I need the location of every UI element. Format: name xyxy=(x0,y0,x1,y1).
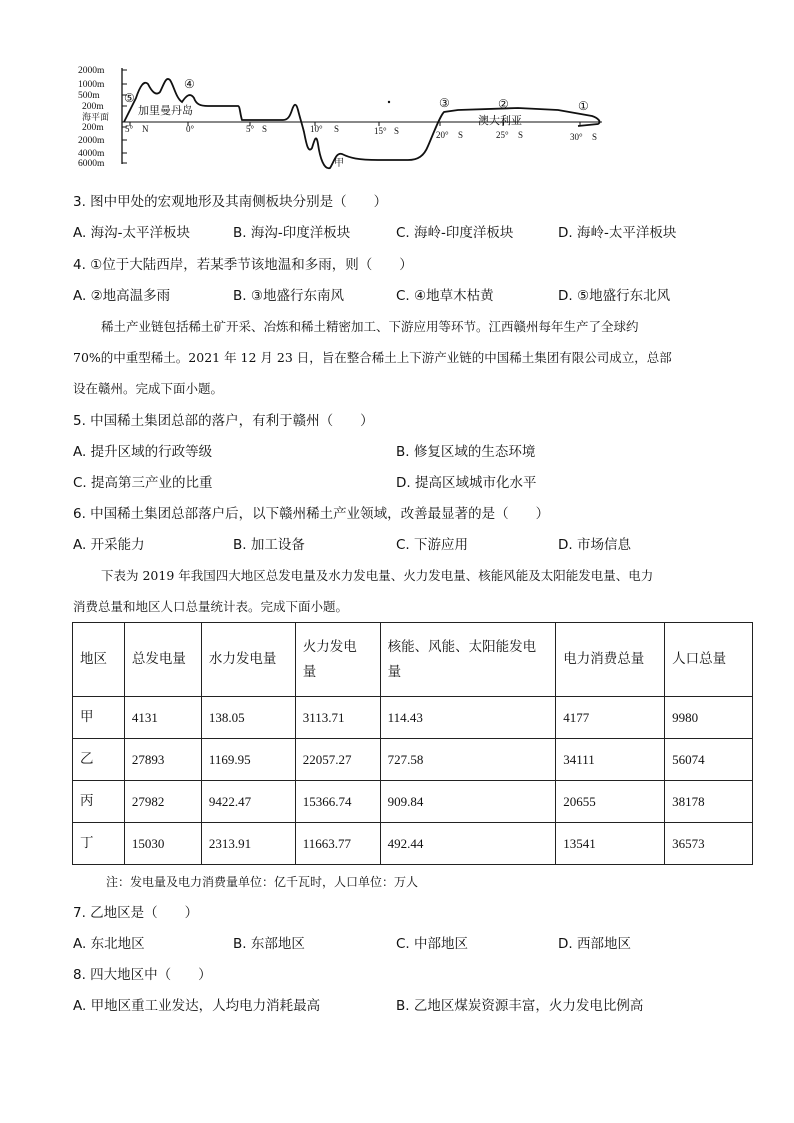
q8-option-a[interactable]: A. 甲地区重工业发达，人均电力消耗最高 xyxy=(73,998,321,1014)
q3-option-a[interactable]: A. 海沟-太平洋板块 xyxy=(73,225,190,241)
q4-option-c[interactable]: C. ④地草木枯黄 xyxy=(396,288,494,304)
header-consumption: 电力消费总量 xyxy=(556,623,665,697)
cell: 34111 xyxy=(556,739,665,781)
x-label: 30° xyxy=(570,132,583,142)
cell-region: 丙 xyxy=(73,781,125,823)
q6-option-b[interactable]: B. 加工设备 xyxy=(233,537,305,553)
passage-2-line-1: 下表为 2019 年我国四大地区总发电量及水力发电量、火力发电量、核能风能及太阳能发电量、电力 xyxy=(101,568,654,583)
cell: 11663.77 xyxy=(295,823,380,865)
table-row xyxy=(73,697,753,739)
q3-option-b[interactable]: B. 海沟-印度洋板块 xyxy=(233,225,351,241)
x-label: S xyxy=(394,126,400,136)
table-header-row xyxy=(73,623,753,697)
label-jia: 甲 xyxy=(334,158,344,169)
passage-1-line-1: 稀土产业链包括稀土矿开采、冶炼和稀土精密加工、下游应用等环节。江西赣州每年生产了全球约 xyxy=(101,319,639,334)
table-row xyxy=(73,739,753,781)
q7-option-a[interactable]: A. 东北地区 xyxy=(73,936,145,952)
cell: 22057.27 xyxy=(295,739,380,781)
x-label: S xyxy=(518,130,524,140)
cell: 138.05 xyxy=(201,697,295,739)
cell: 2313.91 xyxy=(201,823,295,865)
cell: 15030 xyxy=(124,823,201,865)
cell: 38178 xyxy=(665,781,753,823)
x-label: 0° xyxy=(186,124,195,134)
question-6-stem: 6. 中国稀土集团总部落户后，以下赣州稀土产业领域，改善最显著的是（ ） xyxy=(73,506,550,522)
marker-1: ① xyxy=(578,99,589,113)
y-label-sea-level: 海平面 xyxy=(82,112,110,122)
x-label: S xyxy=(334,124,340,134)
cell: 4177 xyxy=(556,697,665,739)
passage-2-line-2: 消费总量和地区人口总量统计表。完成下面小题。 xyxy=(73,599,349,614)
q5-option-d[interactable]: D. 提高区域城市化水平 xyxy=(396,475,537,491)
header-region: 地区 xyxy=(73,623,125,697)
x-label: 5° xyxy=(125,124,134,134)
x-label: 20° xyxy=(436,130,449,140)
question-5-stem: 5. 中国稀土集团总部的落户，有利于赣州（ ） xyxy=(73,413,374,429)
x-label: 25° xyxy=(496,130,509,140)
y-label: 6000m xyxy=(78,159,105,169)
q5-option-a[interactable]: A. 提升区域的行政等级 xyxy=(73,444,213,460)
y-label: 200m xyxy=(82,102,104,112)
cell: 27893 xyxy=(124,739,201,781)
table-row xyxy=(73,781,753,823)
cell: 15366.74 xyxy=(295,781,380,823)
q6-option-a[interactable]: A. 开采能力 xyxy=(73,537,145,553)
q5-option-b[interactable]: B. 修复区域的生态环境 xyxy=(396,444,536,460)
y-label: 4000m xyxy=(78,149,105,159)
x-label: 15° xyxy=(374,126,387,136)
question-7-stem: 7. 乙地区是（ ） xyxy=(73,905,199,921)
cell: 13541 xyxy=(556,823,665,865)
cell: 909.84 xyxy=(380,781,556,823)
header-total-generation: 总发电量 xyxy=(124,623,201,697)
passage-1-line-2: 70%的中重型稀土。2021 年 12 月 23 日，旨在整合稀土上下游产业链的中国稀土集团有限公司成立，总部 xyxy=(73,350,672,365)
q4-option-b[interactable]: B. ③地盛行东南风 xyxy=(233,288,344,304)
terrain-profile-svg xyxy=(78,62,608,180)
table-row xyxy=(73,823,753,865)
cell-region: 乙 xyxy=(73,739,125,781)
y-label: 2000m xyxy=(78,66,105,76)
q3-option-d[interactable]: D. 海岭-太平洋板块 xyxy=(558,225,677,241)
q7-option-d[interactable]: D. 西部地区 xyxy=(558,936,631,952)
q5-option-c[interactable]: C. 提高第三产业的比重 xyxy=(73,475,213,491)
x-label: S xyxy=(458,130,464,140)
cell: 27982 xyxy=(124,781,201,823)
x-label: 10° xyxy=(310,124,323,134)
x-label: N xyxy=(142,124,149,134)
q4-option-d[interactable]: D. ⑤地盛行东北风 xyxy=(558,288,671,304)
y-label: 500m xyxy=(78,91,100,101)
header-thermal: 火力发电 量 xyxy=(295,623,380,697)
q6-option-c[interactable]: C. 下游应用 xyxy=(396,537,469,553)
question-3-stem: 3. 图中甲处的宏观地形及其南侧板块分别是（ ） xyxy=(73,194,388,210)
y-label: 2000m xyxy=(78,136,105,146)
cell-region: 甲 xyxy=(73,697,125,739)
label-australia: 澳大利亚 xyxy=(478,115,522,127)
q6-option-d[interactable]: D. 市场信息 xyxy=(558,537,631,553)
header-nuclear-wind-solar: 核能、风能、太阳能发电 量 xyxy=(380,623,556,697)
table-note: 注：发电量及电力消费量单位：亿千瓦时，人口单位：万人 xyxy=(106,875,419,889)
marker-5: ⑤ xyxy=(124,91,135,105)
header-hydro: 水力发电量 xyxy=(201,623,295,697)
terrain-profile-figure xyxy=(78,62,608,180)
q4-option-a[interactable]: A. ②地高温多雨 xyxy=(73,288,171,304)
y-label: 200m xyxy=(82,123,104,133)
electricity-stats-table xyxy=(72,622,753,865)
marker-4: ④ xyxy=(184,77,195,91)
x-label: S xyxy=(592,132,598,142)
marker-3: ③ xyxy=(439,96,450,110)
cell: 56074 xyxy=(665,739,753,781)
passage-1-line-3: 设在赣州。完成下面小题。 xyxy=(73,381,224,396)
y-label: 1000m xyxy=(78,80,105,90)
q7-option-b[interactable]: B. 东部地区 xyxy=(233,936,305,952)
q8-option-b[interactable]: B. 乙地区煤炭资源丰富，火力发电比例高 xyxy=(396,998,644,1014)
cell: 1169.95 xyxy=(201,739,295,781)
cell: 9422.47 xyxy=(201,781,295,823)
cell: 727.58 xyxy=(380,739,556,781)
label-kalimantan: 加里曼丹岛 xyxy=(138,105,193,117)
cell: 4131 xyxy=(124,697,201,739)
q3-option-c[interactable]: C. 海岭-印度洋板块 xyxy=(396,225,514,241)
x-label: S xyxy=(262,124,268,134)
x-label: 5° xyxy=(246,124,255,134)
cell: 36573 xyxy=(665,823,753,865)
cell-region: 丁 xyxy=(73,823,125,865)
q7-option-c[interactable]: C. 中部地区 xyxy=(396,936,469,952)
question-8-stem: 8. 四大地区中（ ） xyxy=(73,967,212,983)
cell: 3113.71 xyxy=(295,697,380,739)
cell: 9980 xyxy=(665,697,753,739)
question-4-stem: 4. ①位于大陆西岸，若某季节该地温和多雨，则（ ） xyxy=(73,257,413,273)
header-population: 人口总量 xyxy=(665,623,753,697)
cell: 20655 xyxy=(556,781,665,823)
cell: 114.43 xyxy=(380,697,556,739)
marker-2: ② xyxy=(498,97,509,111)
cell: 492.44 xyxy=(380,823,556,865)
